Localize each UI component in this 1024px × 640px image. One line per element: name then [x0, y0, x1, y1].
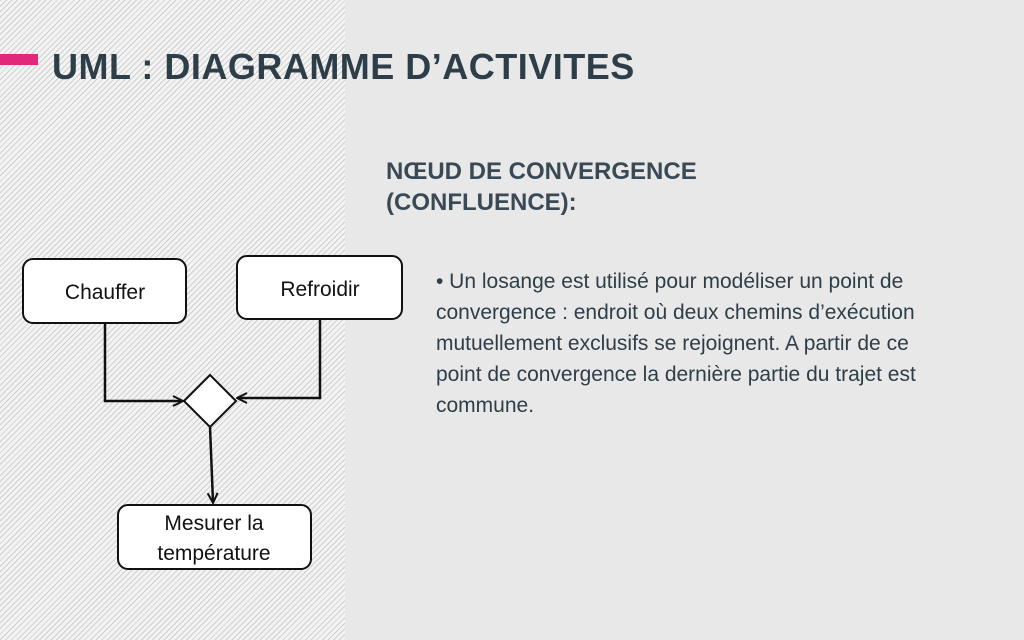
- bullet-paragraph: • Un losange est utilisé pour modéliser un point de convergence : endroit où deux chemins d’exécution mutuellement exclusifs se rejoignent. A partir de ce point de convergence la dernière partie du trajet est commune.: [436, 270, 916, 417]
- flow-refroidir-to-merge: [238, 319, 320, 398]
- flow-chauffer-to-merge: [105, 323, 182, 401]
- convergence-diamond: [184, 375, 236, 427]
- activity-node-mesurer: [118, 505, 311, 569]
- section-heading-line2: (CONFLUENCE):: [386, 189, 577, 216]
- slide-title: UML : DIAGRAMME D’ACTIVITES: [52, 46, 635, 87]
- activity-node-refroidir: [237, 256, 402, 319]
- node-label-refroidir: Refroidir: [280, 278, 360, 301]
- node-label-chauffer: Chauffer: [64, 281, 146, 304]
- node-label-mesurer-line1: Mesurer la: [164, 512, 264, 535]
- flow-merge-to-mesurer: [210, 427, 213, 502]
- section-heading-line1: NŒUD DE CONVERGENCE: [386, 158, 697, 185]
- activity-node-chauffer: [23, 259, 186, 323]
- node-label-mesurer-line2: température: [157, 542, 271, 565]
